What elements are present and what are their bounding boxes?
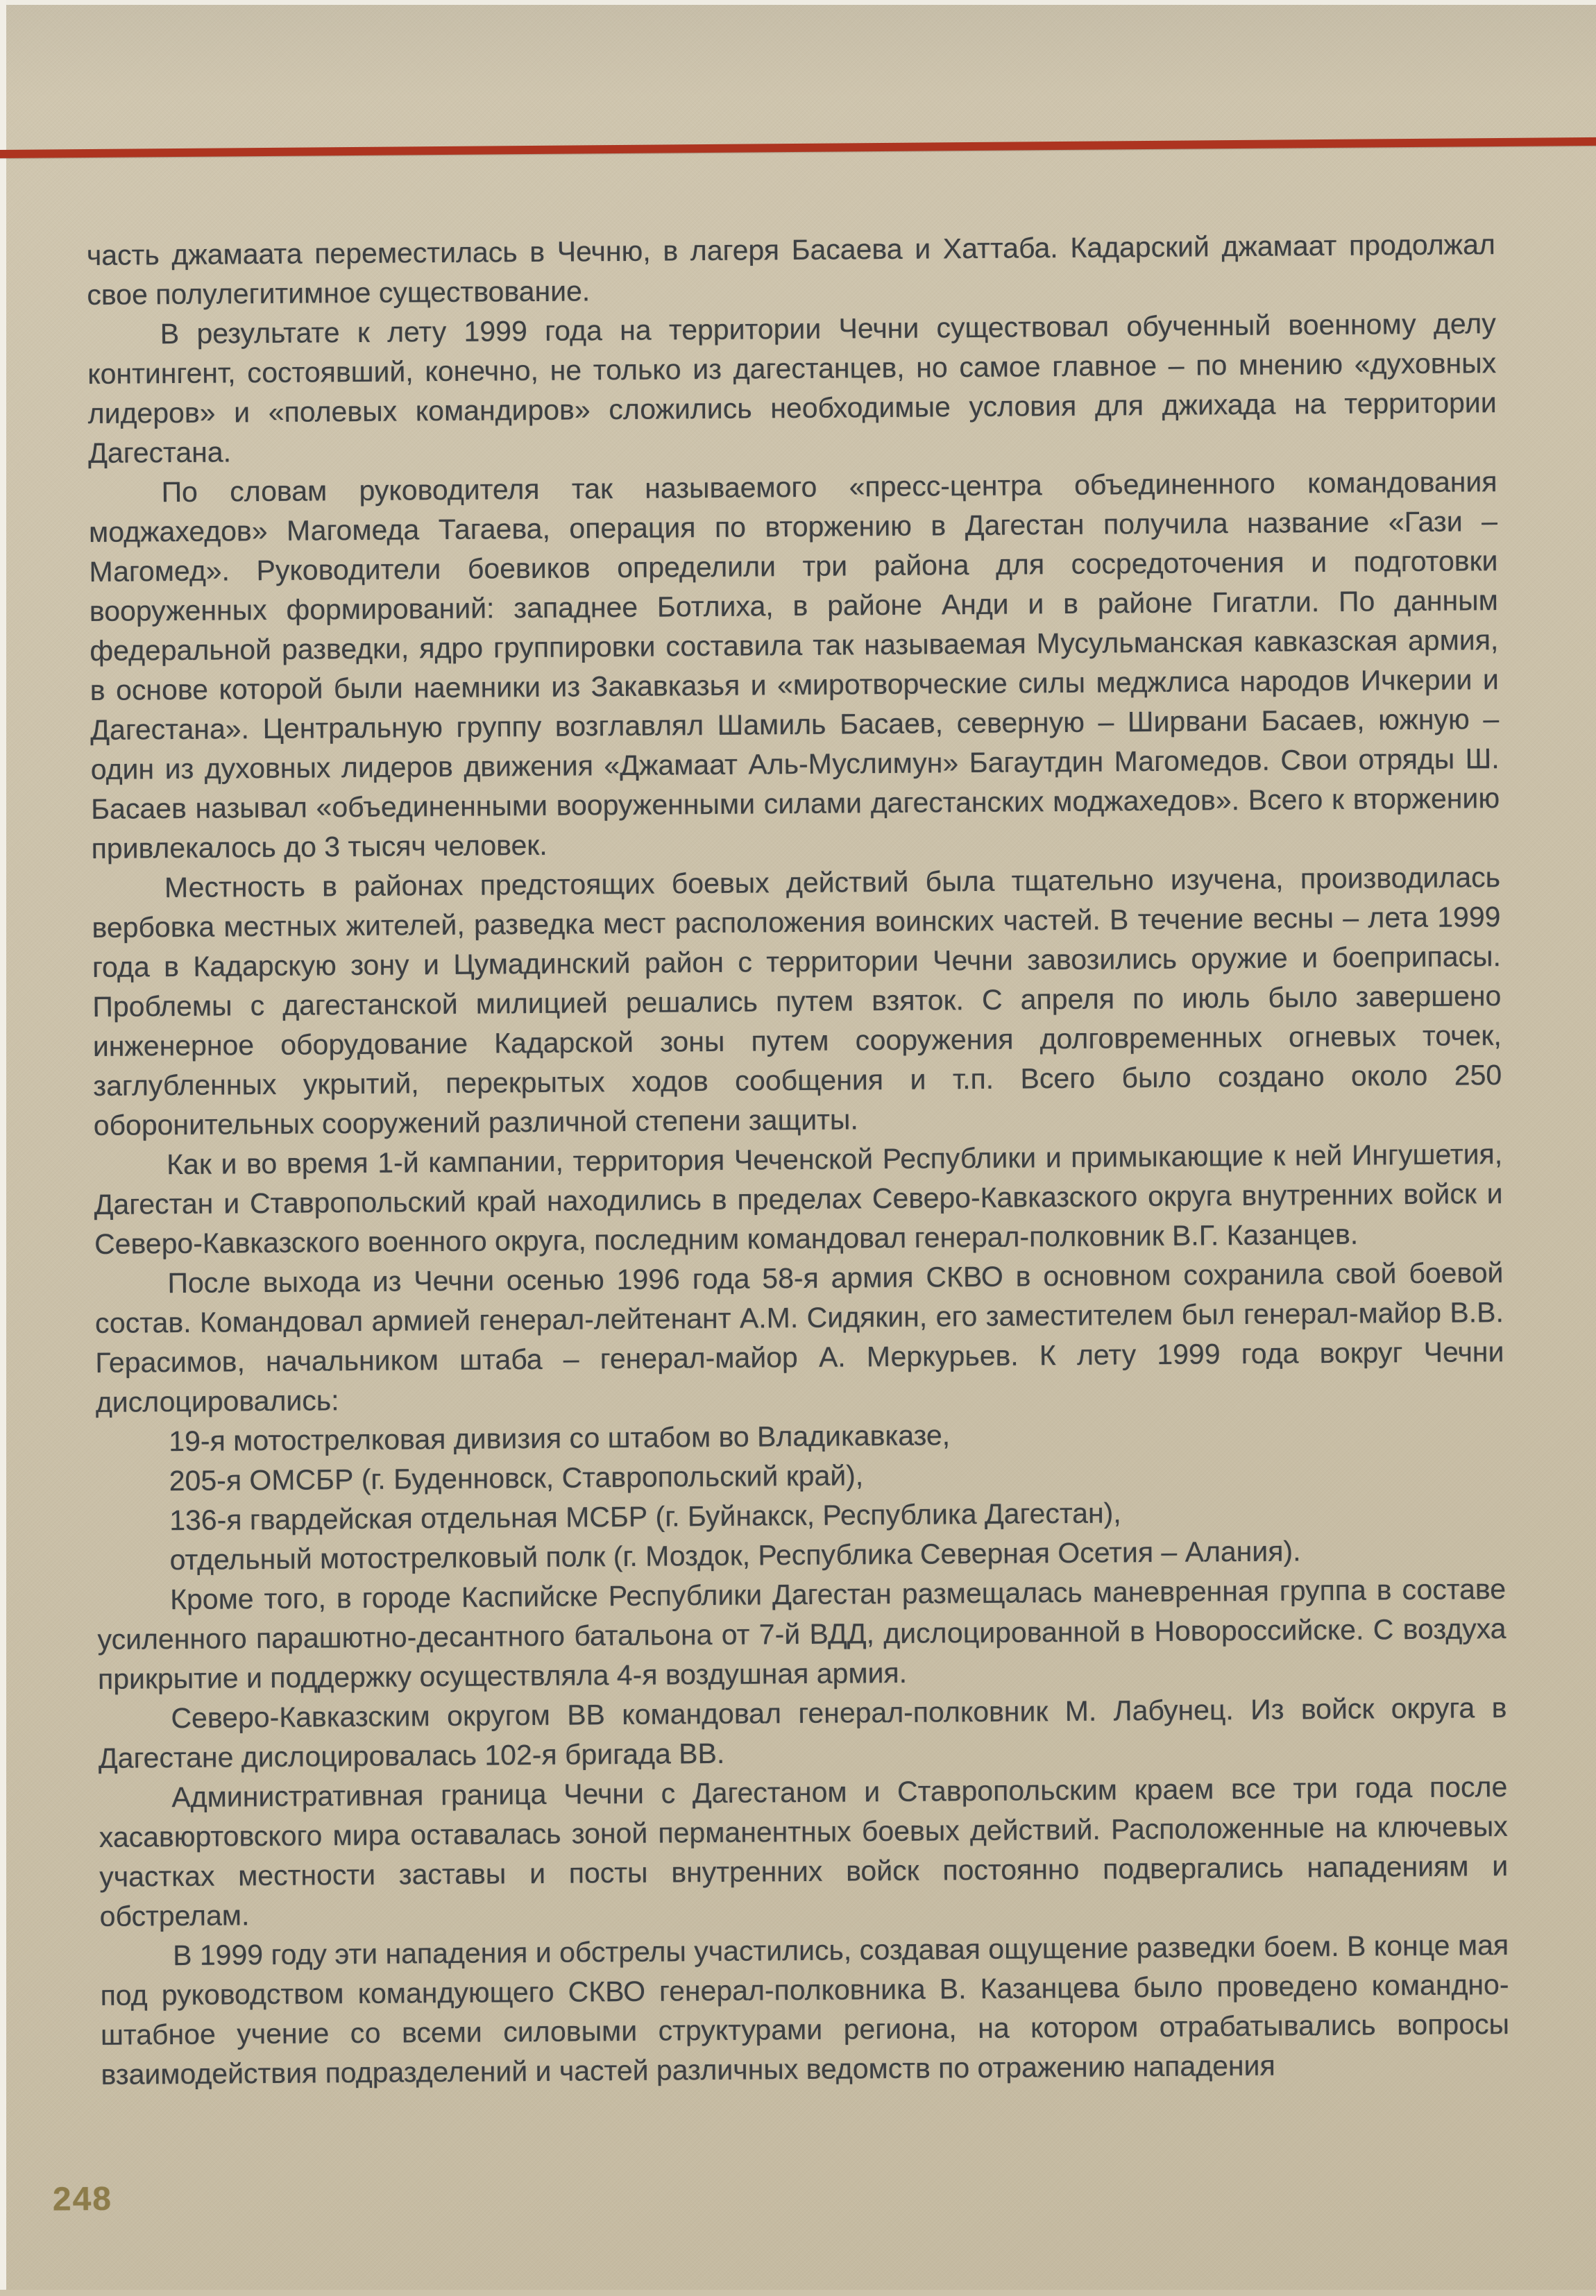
list-item-brigade-205: 205-я ОМСБР (г. Буденновск, Ставропольский край), (169, 1459, 864, 1497)
list-item-division-19: 19-я мотострелковая дивизия со штабом во Владикавказе, (169, 1419, 951, 1458)
paragraph-5: Как и во время 1-й кампании, территория Чеченской Республики и примыкающие к ней Ингушетия, Дагестан и Ставропольский край находились в пределах Северо-Кавказского округа внутренних войск и Северо-Кавказского военного округа, последним командовал генерал-полковник В.Г. Казанцев. (94, 1138, 1503, 1260)
paragraph-6: После выхода из Чечни осенью 1996 года 58-я армия СКВО в основном сохранила свой боевой состав. Командовал армией генерал-лейтенант А.М. Сидякин, его заместителем был генерал-майор В.В. Герасимов, начальником штаба – генерал-майор А. Меркурьев. К лету 1999 года вокруг Чечни дислоцировались: (94, 1257, 1504, 1418)
paragraph-2: В результате к лету 1999 года на территории Чечни существовал обученный военному делу контингент, состоявший, конечно, не только из дагестанцев, но самое главное – по мнению «духовных лидеров» и «полевых командиров» сложились необходимые условия для джихада на территории Дагестана. (87, 307, 1497, 470)
page-text (87, 225, 1510, 2095)
paragraph-10: В 1999 году эти нападения и обстрелы участились, создавая ощущение разведки боем. В конце мая под руководством командующего СКВО генерал-полковника В. Казанцева было проведено командно-штабное учение со всеми силовыми структурами региона, на котором отрабатывались вопросы взаимодействия подразделений и частей различных ведомств по отражению нападения (100, 1928, 1510, 2091)
paragraph-8: Северо-Кавказским округом ВВ командовал генерал-полковник М. Лабунец. Из войск округа в Дагестане дислоцировалась 102-я бригада ВВ. (98, 1692, 1507, 1774)
list-item-regiment-mozdok: отдельный мотострелковый полк (г. Моздок, Республика Северная Осетия – Алания). (169, 1535, 1301, 1576)
chapter-header-rule (0, 137, 1596, 158)
paragraph-9: Административная граница Чечни с Дагестаном и Ставропольским краем все три года после хасавюртовского мира оставалась зоной перманентных боевых действий. Расположенные на ключевых участках местности заставы и посты внутренних войск постоянно подвергались нападениям и обстрелам. (99, 1771, 1509, 1932)
paragraph-4: Местность в районах предстоящих боевых действий была тщательно изучена, производилась вербовка местных жителей, разведка мест расположения воинских частей. В течение весны – лета 1999 года в Кадарскую зону и Цумадинский район с территории Чечни завозились оружие и боеприпасы. Проблемы с дагестанской милицией решались путем взяток. С апреля по июль было завершено инженерное оборудование Кадарской зоны путем сооружения долговременных огневых точек, заглубленных укрытий, перекрытых ходов сообщения и т.п. Всего было создано около 250 оборонительных сооружений различной степени защиты. (92, 861, 1502, 1141)
paragraph-3: По словам руководителя так называемого «пресс-центра объединенного командования моджахедов» Магомеда Тагаева, операция по вторжению в Дагестан получила название «Гази – Магомед». Руководители боевиков определили три района для сосредоточения и подготовки вооруженных формирований: западнее Ботлиха, в районе Анди и в районе Гигатли. По данным федеральной разведки, ядро группировки составила так называемая Мусульманская кавказская армия, в основе которой были наемники из Закавказья и «миротворческие силы меджлиса народов Ичкерии и Дагестана». Центральную группу возглавлял Шамиль Басаев, северную – Ширвани Басаев, южную – один из духовных лидеров движения «Джамаат Аль-Муслимун» Багаутдин Магомедов. Свои отряды Ш. Басаев называл «объединенными вооруженными силами дагестанских моджахедов». Всего к вторжению привлекалось до 3 тысяч человек. (88, 466, 1500, 865)
list-item-brigade-136: 136-я гвардейская отдельная МСБР (г. Буйнакск, Республика Дагестан), (169, 1497, 1121, 1537)
paragraph-continuation: часть джамаата переместилась в Чечню, в лагеря Басаева и Хаттаба. Кадарский джамаат продолжал свое полулегитимное существование. (86, 228, 1496, 312)
page-number: 248 (52, 2180, 113, 2218)
paragraph-7: Кроме того, в городе Каспийске Республики Дагестан размещалась маневренная группа в составе усиленного парашютно-десантного батальона от 7-й ВДД, дислоцированной в Новороссийске. С воздуха прикрытие и поддержку осуществляла 4-я воздушная армия. (97, 1573, 1506, 1695)
